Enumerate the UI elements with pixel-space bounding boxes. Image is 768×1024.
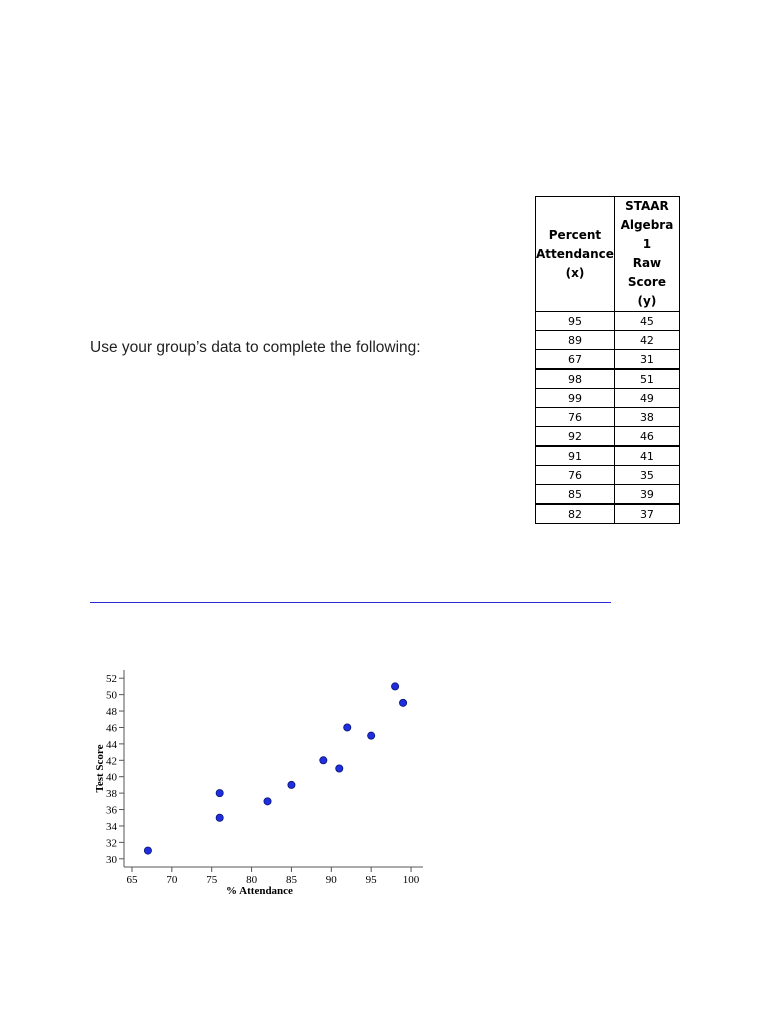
header-percent-attendance [536, 197, 615, 312]
table-row [536, 466, 680, 485]
cell-x: 67 [536, 350, 615, 370]
cell-x: 89 [536, 331, 615, 350]
x-tick-label: 90 [325, 874, 337, 886]
table-row [536, 427, 680, 447]
answer-line [90, 602, 611, 603]
y-tick-label: 50 [106, 689, 117, 702]
data-point [264, 798, 271, 805]
data-point [336, 765, 343, 772]
y-axis-title: Test Score [94, 744, 106, 793]
table-row [536, 312, 680, 331]
data-point [391, 683, 398, 690]
cell-y: 41 [614, 446, 679, 466]
data-point [216, 814, 223, 821]
scatter-plot-svg [90, 662, 430, 902]
y-tick-label: 36 [106, 804, 117, 817]
table-row [536, 408, 680, 427]
data-point [320, 757, 327, 764]
data-point [399, 699, 406, 706]
cell-x: 82 [536, 504, 615, 524]
table-row [536, 389, 680, 408]
cell-x: 99 [536, 389, 615, 408]
y-tick-label: 30 [106, 853, 117, 866]
y-tick-label: 40 [106, 771, 117, 784]
x-tick-label: 95 [365, 874, 377, 886]
y-tick-label: 46 [106, 722, 117, 735]
cell-y: 31 [614, 350, 679, 370]
cell-y: 49 [614, 389, 679, 408]
data-point [288, 781, 295, 788]
y-tick-label: 32 [106, 837, 117, 850]
x-tick-label: 75 [206, 874, 218, 886]
header-line: Percent [548, 227, 602, 242]
x-tick-label: 70 [166, 874, 178, 886]
cell-x: 95 [536, 312, 615, 331]
cell-y: 35 [614, 466, 679, 485]
header-line: (y) [637, 294, 657, 308]
header-line: Algebra 1 [620, 218, 674, 251]
data-point [344, 724, 351, 731]
header-line: Attendance [536, 246, 614, 261]
x-axis-title: % Attendance [226, 885, 293, 897]
data-table [535, 196, 680, 524]
scatter-plot [90, 662, 430, 902]
data-point [144, 847, 151, 854]
table-row [536, 485, 680, 505]
x-tick-label: 65 [126, 874, 138, 886]
table-row [536, 331, 680, 350]
x-tick-label: 100 [402, 874, 420, 886]
y-tick-label: 52 [106, 673, 117, 686]
table-header-row [536, 197, 680, 312]
cell-y: 51 [614, 369, 679, 389]
instruction-text: Use your group’s data to complete the following: [90, 339, 421, 356]
y-tick-label: 48 [106, 706, 117, 719]
cell-x: 85 [536, 485, 615, 505]
header-line: Raw Score [627, 256, 666, 289]
cell-x: 76 [536, 408, 615, 427]
header-line: (x) [565, 265, 585, 280]
cell-y: 37 [614, 504, 679, 524]
cell-x: 91 [536, 446, 615, 466]
data-point [216, 790, 223, 797]
data-point [368, 732, 375, 739]
cell-y: 45 [614, 312, 679, 331]
y-tick-label: 34 [106, 820, 117, 833]
x-tick-label: 85 [285, 874, 297, 886]
y-tick-label: 42 [106, 755, 117, 768]
table-row [536, 369, 680, 389]
table-row [536, 446, 680, 466]
table-row [536, 504, 680, 524]
cell-x: 92 [536, 427, 615, 447]
table-row [536, 350, 680, 370]
cell-x: 76 [536, 466, 615, 485]
cell-y: 42 [614, 331, 679, 350]
y-tick-label: 38 [106, 788, 117, 801]
cell-x: 98 [536, 369, 615, 389]
header-staar-raw-score [614, 197, 679, 312]
cell-y: 38 [614, 408, 679, 427]
y-tick-label: 44 [106, 738, 117, 751]
x-tick-label: 80 [246, 874, 258, 886]
cell-y: 39 [614, 485, 679, 505]
cell-y: 46 [614, 427, 679, 447]
header-line: STAAR [625, 199, 669, 213]
